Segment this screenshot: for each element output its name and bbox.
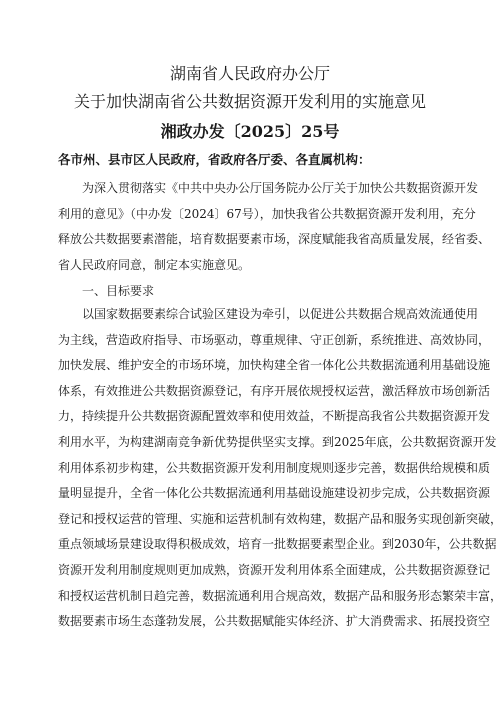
intro-line: 利用的意见》（中办发〔2024〕67号），加快我省公共数据资源开发利用，充分 (58, 206, 476, 221)
intro-line: 释放公共数据要素潜能，培育数据要素市场，深度赋能我省高质量发展，经省委、 (58, 232, 491, 247)
goal-line: 利用体系初步构建，公共数据资源开发利用制度规则逐步完善，数据供给规模和质 (58, 460, 491, 475)
goal-line: 以国家数据要素综合试验区建设为牵引，以促进公共数据合规高效流通使用 (82, 307, 479, 321)
goal-paragraph (58, 302, 502, 635)
goal-line: 登记和授权运营的管理、实施和运营机制有效构建，数据产品和服务实现创新突破， (58, 511, 502, 526)
goal-line: 资源开发利用制度规则更加成熟，资源开发利用体系全面建成，公共数据资源登记 (58, 562, 491, 577)
goal-line: 重点领域场景建设取得积极成效，培育一批数据要素型企业。到2030年，公共数据 (58, 537, 497, 552)
document-number: 湘政办发〔2025〕25号 (160, 122, 340, 141)
salutation: 各市州、县市区人民政府，省政府各厅委、各直属机构： (58, 152, 371, 167)
goal-line: 量明显提升，全省一体化公共数据流通利用基础设施建设初步完成，公共数据资源 (58, 486, 491, 501)
intro-paragraph (58, 176, 491, 278)
goal-line: 加快发展、维护安全的市场环境，加快构建全省一体化公共数据流通利用基础设施 (58, 358, 491, 373)
goal-line: 为主线，营造政府指导、市场驱动，尊重规律、守正创新，系统推进、高效协同， (58, 332, 491, 347)
goal-line: 利用水平，为构建湖南竞争新优势提供坚实支撑。到2025年底，公共数据资源开发 (58, 434, 497, 449)
document-title: 关于加快湖南省公共数据资源开发利用的实施意见 (73, 92, 426, 111)
intro-line: 为深入贯彻落实《中共中央办公厅国务院办公厅关于加快公共数据资源开发 (82, 181, 479, 195)
intro-line: 省人民政府同意，制定本实施意见。 (58, 257, 251, 272)
goal-line: 数据要素市场生态蓬勃发展，公共数据赋能实体经济、扩大消费需求、拓展投资空 (58, 614, 491, 629)
goal-line: 体系，有效推进公共数据资源登记，有序开展依规授权运营，激活释放市场创新活 (58, 383, 491, 398)
goal-line: 和授权运营机制日趋完善，数据流通利用合规高效，数据产品和服务形态繁荣丰富， (58, 588, 502, 603)
issuer-title: 湖南省人民政府办公厅 (169, 64, 330, 83)
section-heading: 一、目标要求 (82, 284, 155, 298)
goal-line: 力，持续提升公共数据资源配置效率和使用效益，不断提高我省公共数据资源开发 (58, 409, 491, 424)
